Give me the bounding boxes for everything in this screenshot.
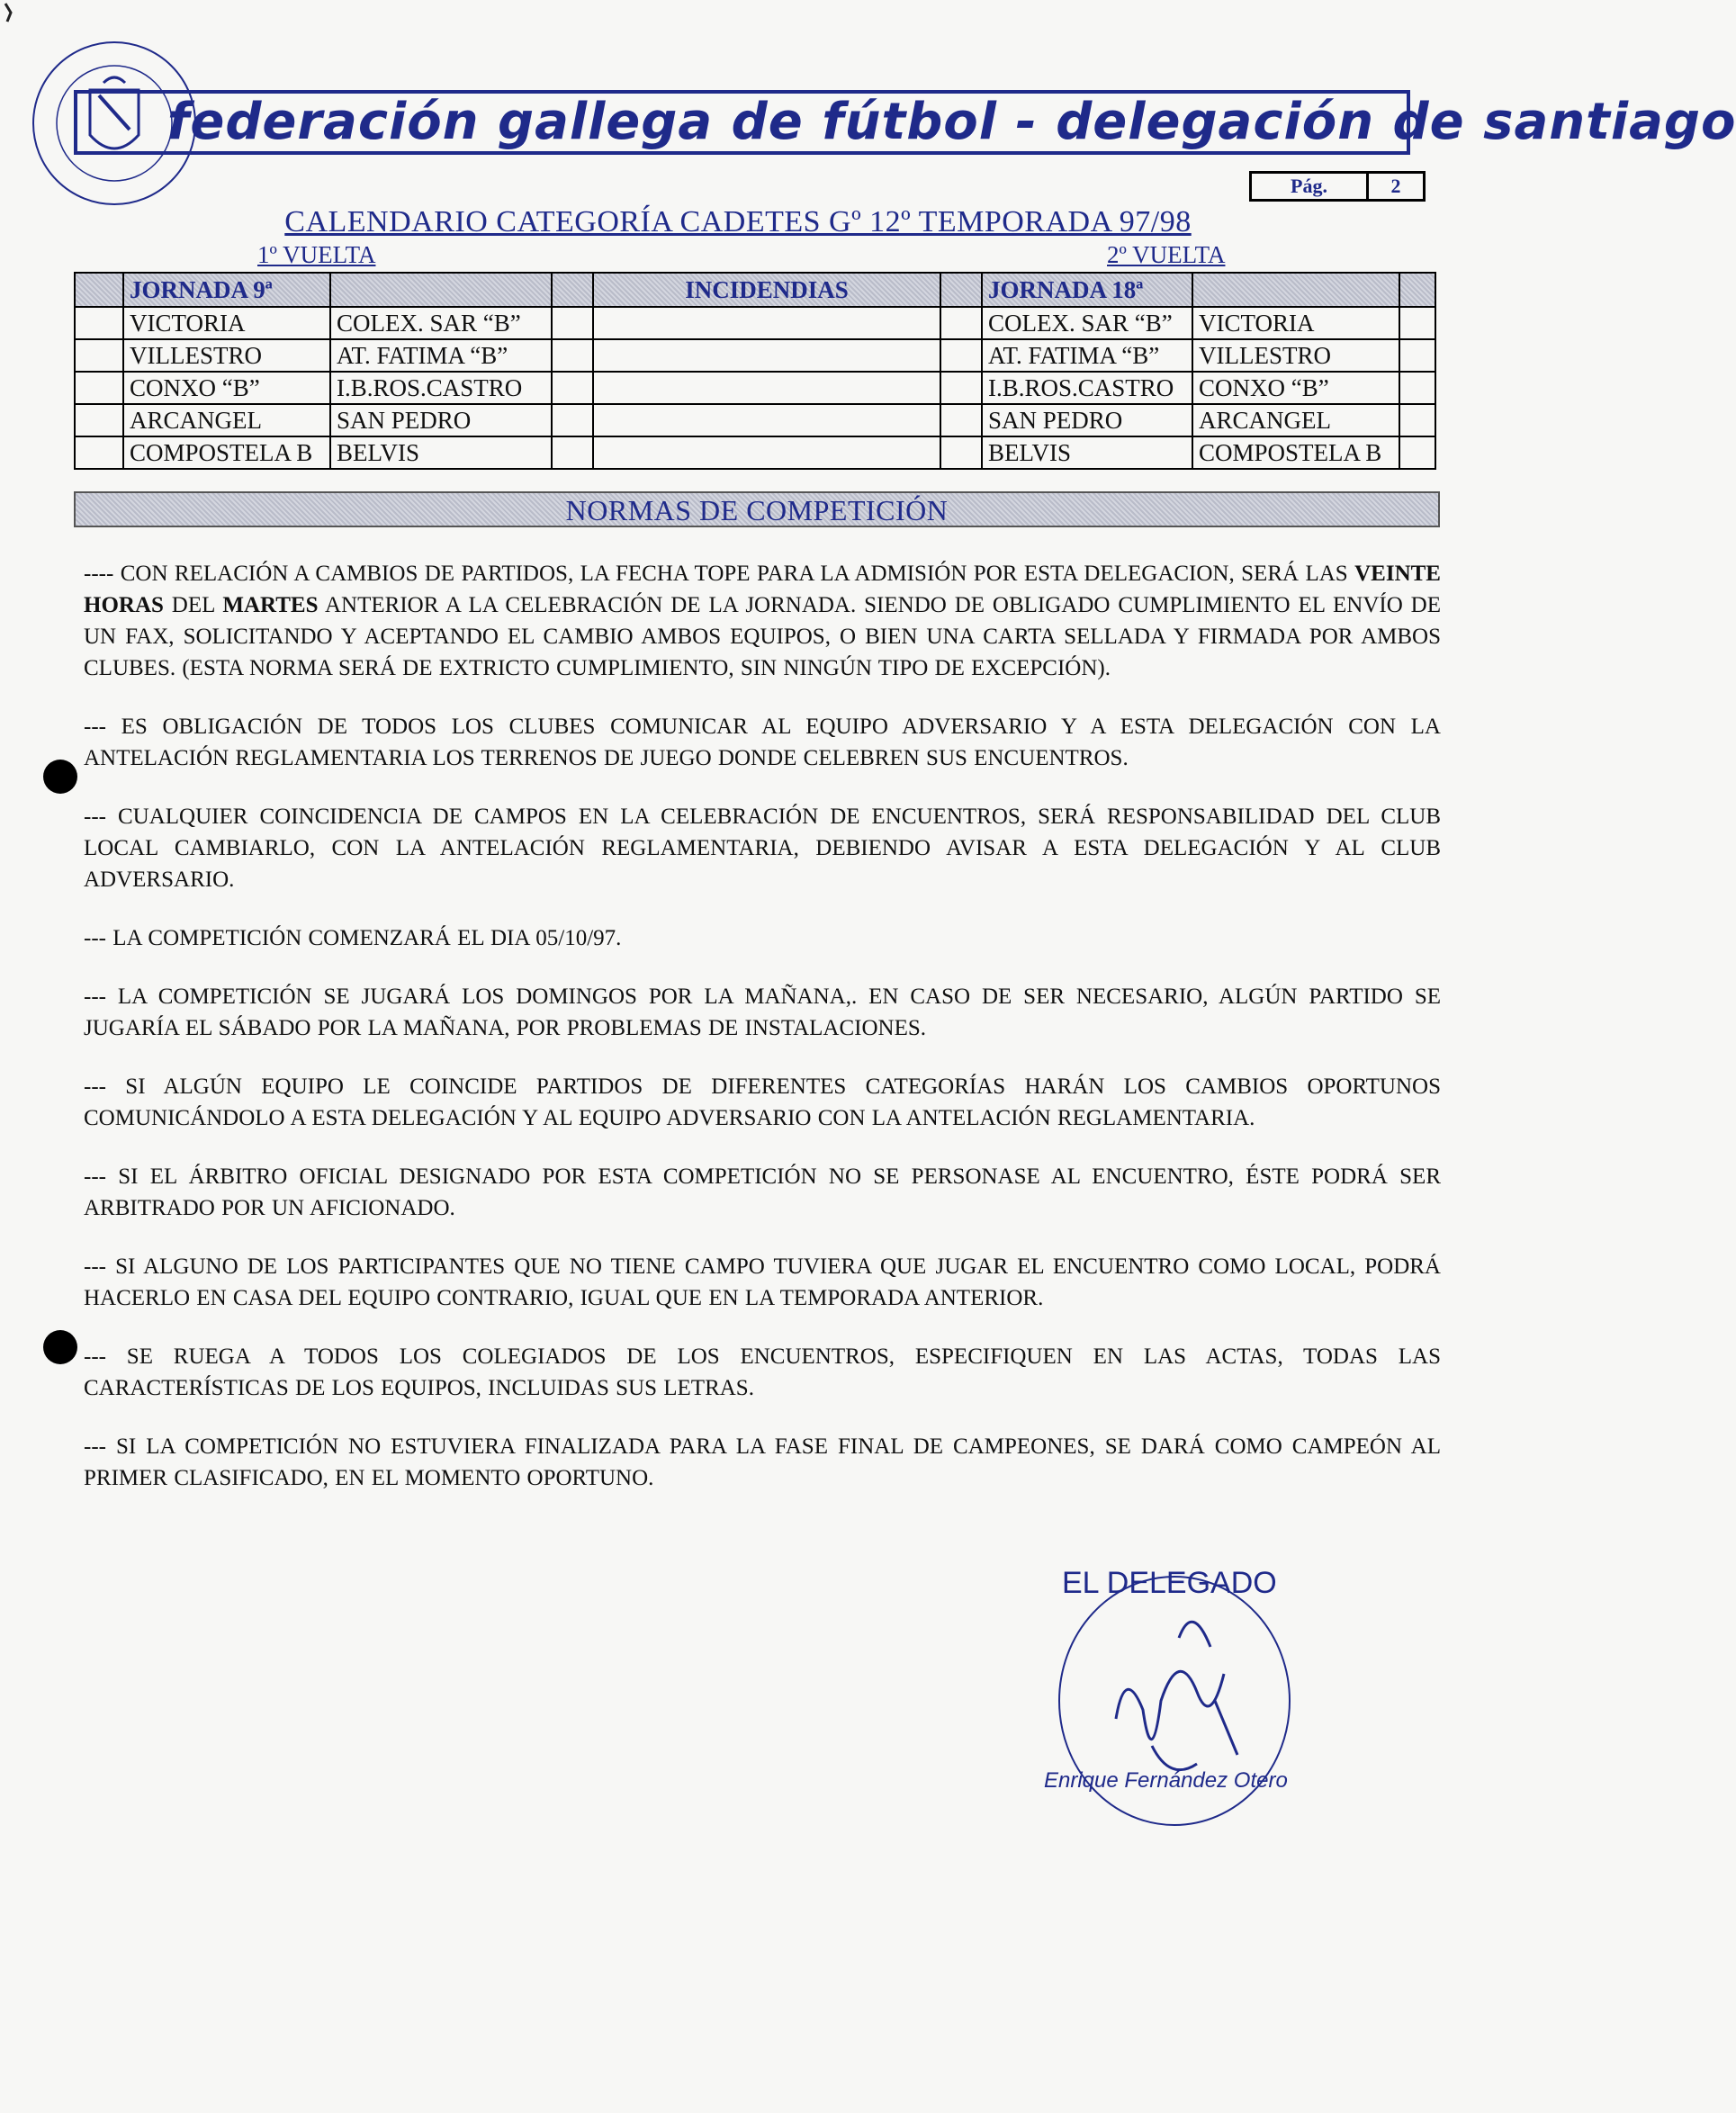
calendar-title: CALENDARIO CATEGORÍA CADETES Gº 12º TEMPORADA 97/98 <box>284 205 1192 238</box>
table-cell <box>940 436 982 469</box>
home-team-2: SAN PEDRO <box>982 404 1192 436</box>
signature-title: EL DELEGADO <box>1062 1566 1277 1600</box>
table-row <box>75 436 1435 469</box>
table-row <box>75 307 1435 339</box>
home-team-1: VILLESTRO <box>123 339 330 372</box>
rule-3: --- CUALQUIER COINCIDENCIA DE CAMPOS EN LA CELEBRACIÓN DE ENCUENTROS, SERÁ RESPONSABILIDAD DEL CLUB LOCAL CAMBIARLO, CON LA ANTELACIÓN REGLAMENTARIA, DEBIENDO AVISAR A ESTA DELEGACIÓN Y AL CLUB ADVERSARIO. <box>84 805 1441 892</box>
rule-10: --- SI LA COMPETICIÓN NO ESTUVIERA FINALIZADA PARA LA FASE FINAL DE CAMPEONES, SE DARÁ COMO CAMPEÓN AL PRIMER CLASIFICADO, EN EL MOMENTO OPORTUNO. <box>84 1434 1441 1490</box>
rule-9: --- SE RUEGA A TODOS LOS COLEGIADOS DE LOS ENCUENTROS, ESPECIFIQUEN EN LAS ACTAS, TODAS LAS CARACTERÍSTICAS DE LOS EQUIPOS, INCLUIDAS SUS LETRAS. <box>84 1344 1441 1400</box>
table-cell <box>940 404 982 436</box>
punch-hole <box>43 1330 77 1364</box>
normas-title: NORMAS DE COMPETICIÓN <box>74 491 1440 527</box>
table-cell <box>75 372 123 404</box>
jornada-2-header: JORNADA 18ª <box>982 273 1192 307</box>
rule-4: --- LA COMPETICIÓN COMENZARÁ EL DIA 05/10/97. <box>84 926 622 950</box>
away-team-1: SAN PEDRO <box>330 404 552 436</box>
signature-name: Enrique Fernández Otero <box>1044 1768 1288 1793</box>
header-title: federación gallega de fútbol - delegación de santiago <box>167 93 1736 151</box>
table-row <box>75 339 1435 372</box>
home-team-2: AT. FATIMA “B” <box>982 339 1192 372</box>
rule-emphasis: MARTES <box>222 593 319 617</box>
table-cell <box>1399 436 1435 469</box>
header-cell <box>940 273 982 307</box>
rule-5: --- LA COMPETICIÓN SE JUGARÁ LOS DOMINGOS POR LA MAÑANA,. EN CASO DE SER NECESARIO, ALGÚN PARTIDO SE JUGARÍA EL SÁBADO POR LA MAÑANA, POR PROBLEMAS DE INSTALACIONES. <box>84 985 1441 1040</box>
table-cell <box>552 436 593 469</box>
page-number: 2 <box>1390 175 1401 197</box>
rule-8: --- SI ALGUNO DE LOS PARTICIPANTES QUE NO TIENE CAMPO TUVIERA QUE JUGAR EL ENCUENTRO COMO LOCAL, PODRÁ HACERLO EN CASA DEL EQUIPO CONTRARIO, IGUAL QUE EN LA TEMPORADA ANTERIOR. <box>84 1254 1441 1310</box>
rule-text: ANTERIOR A LA CELEBRACIÓN DE LA JORNADA. SIENDO DE OBLIGADO CUMPLIMIENTO EL ENVÍO DE UN FAX, SOLICITANDO Y ACEPTANDO EL CAMBIO AMBOS EQUIPOS, O BIEN UNA CARTA SELLADA Y FIRMADA POR AMBOS CLUBES. (ESTA NORMA SERÁ DE EXTRICTO CUMPLIMIENTO, SIN NINGÚN TIPO DE EXCEPCIÓN). <box>84 593 1441 680</box>
table-cell <box>552 339 593 372</box>
away-team-1: BELVIS <box>330 436 552 469</box>
first-round-label: 1º VUELTA <box>257 241 376 268</box>
rule-emphasis: VEINTE HORAS <box>84 562 1441 617</box>
table-cell <box>75 339 123 372</box>
table-cell <box>75 307 123 339</box>
away-team-2: COMPOSTELA B <box>1192 436 1399 469</box>
calendar-table <box>74 272 1436 470</box>
rule-text: DEL <box>163 593 223 617</box>
home-team-1: COMPOSTELA B <box>123 436 330 469</box>
table-row <box>75 404 1435 436</box>
incidencias-cell <box>593 339 940 372</box>
header-cell <box>330 273 552 307</box>
table-cell <box>940 372 982 404</box>
rule-6: --- SI ALGÚN EQUIPO LE COINCIDE PARTIDOS DE DIFERENTES CATEGORÍAS HARÁN LOS CAMBIOS OPORTUNOS COMUNICÁNDOLO A ESTA DELEGACIÓN Y AL EQUIPO ADVERSARIO CON LA ANTELACIÓN REGLAMENTARIA. <box>84 1074 1441 1130</box>
home-team-2: BELVIS <box>982 436 1192 469</box>
rule-2: --- ES OBLIGACIÓN DE TODOS LOS CLUBES COMUNICAR AL EQUIPO ADVERSARIO Y A ESTA DELEGACIÓN CON LA ANTELACIÓN REGLAMENTARIA LOS TERRENOS DE JUEGO DONDE CELEBREN SUS ENCUENTROS. <box>84 715 1441 770</box>
signature-block <box>1044 1566 1305 1836</box>
home-team-1: VICTORIA <box>123 307 330 339</box>
home-team-2: I.B.ROS.CASTRO <box>982 372 1192 404</box>
rule-7: --- SI EL ÁRBITRO OFICIAL DESIGNADO POR ESTA COMPETICIÓN NO SE PERSONASE AL ENCUENTRO, ÉSTE PODRÁ SER ARBITRADO POR UN AFICIONADO. <box>84 1164 1441 1220</box>
incidencias-cell <box>593 404 940 436</box>
table-cell <box>552 404 593 436</box>
table-row <box>75 372 1435 404</box>
away-team-1: AT. FATIMA “B” <box>330 339 552 372</box>
table-cell <box>75 404 123 436</box>
incidencias-cell <box>593 436 940 469</box>
header-banner <box>74 90 1736 155</box>
table-header-row <box>75 273 1435 307</box>
table-cell <box>1399 307 1435 339</box>
incidencias-cell <box>593 307 940 339</box>
home-team-1: ARCANGEL <box>123 404 330 436</box>
incidencias-cell <box>593 372 940 404</box>
header-cell <box>1399 273 1435 307</box>
signature-stamp-icon <box>1044 1566 1305 1836</box>
header-cell <box>552 273 593 307</box>
rules-list <box>84 558 1441 1521</box>
table-cell <box>75 436 123 469</box>
incidencias-header: INCIDENDIAS <box>593 273 940 307</box>
page-number-box <box>1249 171 1426 202</box>
header-cell <box>1192 273 1399 307</box>
table-cell <box>940 307 982 339</box>
table-cell <box>1399 339 1435 372</box>
rule-text: ---- CON RELACIÓN A CAMBIOS DE PARTIDOS, LA FECHA TOPE PARA LA ADMISIÓN POR ESTA DELEGACION, SERÁ LAS <box>84 562 1355 586</box>
header-cell <box>75 273 123 307</box>
away-team-1: I.B.ROS.CASTRO <box>330 372 552 404</box>
home-team-1: CONXO “B” <box>123 372 330 404</box>
table-cell <box>1399 404 1435 436</box>
table-cell <box>1399 372 1435 404</box>
table-cell <box>552 372 593 404</box>
corner-mark-icon <box>2 2 20 29</box>
away-team-2: VICTORIA <box>1192 307 1399 339</box>
away-team-1: COLEX. SAR “B” <box>330 307 552 339</box>
away-team-2: CONXO “B” <box>1192 372 1399 404</box>
page-label: Pág. <box>1252 174 1369 199</box>
table-cell <box>940 339 982 372</box>
rule-1 <box>84 558 1441 684</box>
jornada-1-header: JORNADA 9ª <box>123 273 330 307</box>
punch-hole <box>43 760 77 794</box>
table-cell <box>552 307 593 339</box>
away-team-2: ARCANGEL <box>1192 404 1399 436</box>
away-team-2: VILLESTRO <box>1192 339 1399 372</box>
home-team-2: COLEX. SAR “B” <box>982 307 1192 339</box>
second-round-label: 2º VUELTA <box>1107 241 1226 268</box>
